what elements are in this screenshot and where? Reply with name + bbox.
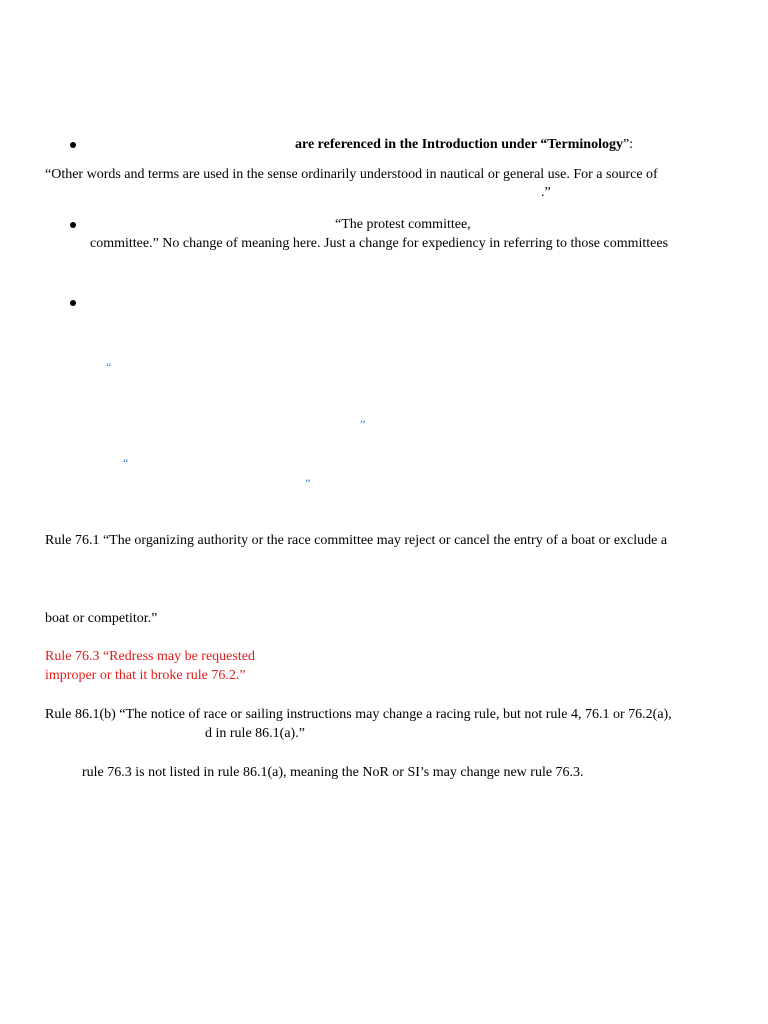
quote-mark-close-1: ” bbox=[360, 417, 366, 431]
rule-76-3-line-2: improper or that it broke rule 76.2.” bbox=[45, 668, 246, 683]
terminology-heading: are referenced in the Introduction under “Terminology bbox=[295, 137, 623, 152]
rule-86-1b-line-2: d in rule 86.1(a).” bbox=[205, 726, 305, 741]
protest-committee-line-1: “The protest committee, bbox=[335, 217, 471, 232]
note-line-1: rule 76.3 is not listed in rule 86.1(a), meaning the NoR or SI’s may change new rule 76.3. bbox=[82, 765, 584, 780]
rule-76-1-line-2: boat or competitor.” bbox=[45, 611, 158, 626]
protest-committee-line-2: committee.” No change of meaning here. Just a change for expediency in referring to those committees bbox=[90, 236, 669, 251]
rule-86-1b-line-1: Rule 86.1(b) “The notice of race or sailing instructions may change a racing rule, but not rule 4, 76.1 or 76.2(a), bbox=[45, 707, 672, 722]
quote-mark-close-2: ” bbox=[305, 476, 311, 490]
terminology-heading-end: ”: bbox=[622, 137, 634, 152]
rule-76-1-line-1: Rule 76.1 “The organizing authority or the race committee may reject or cancel the entry of a boat or exclude a bbox=[45, 533, 668, 548]
bullet-3 bbox=[70, 300, 76, 306]
rule-76-3-line-1: Rule 76.3 “Redress may be requested bbox=[45, 649, 255, 664]
quote-mark-open-2: “ bbox=[123, 456, 129, 470]
terminology-quote-line-2: .” bbox=[541, 185, 551, 200]
bullet-2 bbox=[70, 222, 76, 228]
bullet-1 bbox=[70, 142, 76, 148]
quote-mark-open-1: “ bbox=[106, 360, 112, 374]
terminology-quote-line-1: “Other words and terms are used in the sense ordinarily understood in nautical or general use. For a source of bbox=[45, 167, 658, 182]
bullet-1-text bbox=[295, 136, 633, 154]
